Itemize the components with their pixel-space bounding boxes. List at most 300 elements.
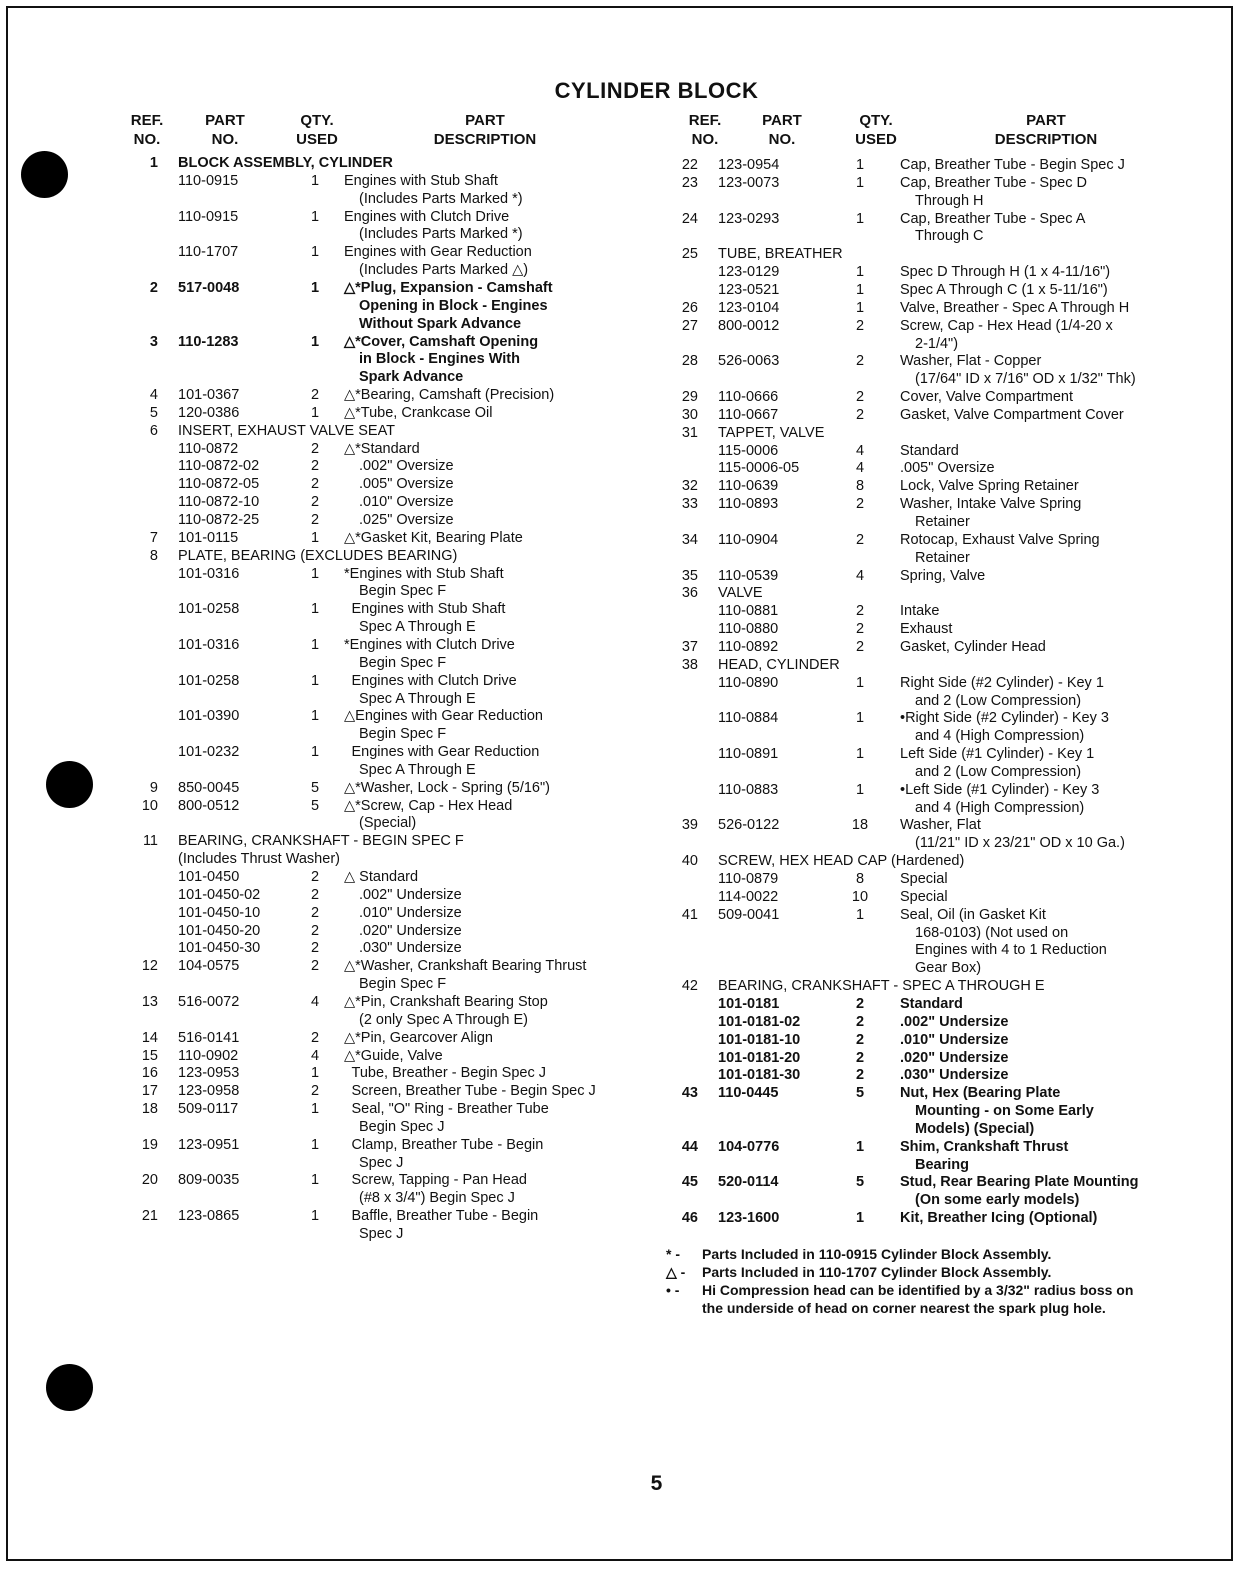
part-number: 110-0539 — [718, 567, 779, 584]
part-number: 101-0390 — [178, 708, 240, 725]
parts-row — [660, 531, 1200, 549]
ref-number: 6 — [149, 422, 158, 439]
part-number: 110-0872-02 — [178, 458, 260, 475]
parts-row — [660, 1031, 1200, 1049]
ref-number: 43 — [681, 1085, 698, 1102]
quantity-used: 2 — [310, 1029, 320, 1046]
part-description: (Includes Parts Marked *) — [359, 226, 523, 243]
parts-row — [120, 600, 640, 618]
part-description: △*Guide, Valve — [344, 1047, 443, 1064]
parts-row — [120, 957, 640, 975]
part-number: 123-0521 — [718, 281, 780, 298]
ref-number: 1 — [149, 155, 158, 171]
part-description: Rotocap, Exhaust Valve Spring — [900, 531, 1100, 548]
part-number: 110-0880 — [718, 621, 779, 638]
part-number: 101-0181-20 — [718, 1049, 801, 1066]
part-description: Engines with Stub Shaft — [351, 601, 506, 618]
part-description: Spec A Through E — [359, 690, 476, 707]
parts-row — [660, 941, 1200, 959]
part-number: 123-0958 — [178, 1083, 240, 1100]
ref-number: 14 — [141, 1029, 158, 1046]
part-number: 809-0035 — [178, 1172, 240, 1189]
part-description: Spring, Valve — [900, 567, 986, 584]
parts-row — [120, 1118, 640, 1136]
parts-row — [120, 261, 640, 279]
quantity-used: 2 — [855, 638, 865, 655]
parts-row — [120, 779, 640, 797]
parts-row — [120, 457, 640, 475]
parts-row — [120, 154, 640, 172]
part-number: 123-0951 — [178, 1136, 240, 1153]
parts-row — [120, 975, 640, 993]
left-header-qty: QTY. USED — [296, 112, 338, 148]
quantity-used: 2 — [855, 1049, 865, 1066]
part-number: 800-0512 — [178, 797, 240, 814]
quantity-used: 1 — [310, 1136, 320, 1153]
part-number: INSERT, EXHAUST VALVE SEAT — [178, 422, 396, 439]
quantity-used: 5 — [310, 779, 320, 796]
part-number: 101-0258 — [178, 601, 240, 618]
part-description: .002" Undersize — [900, 1013, 1009, 1030]
parts-row — [660, 1209, 1200, 1227]
parts-row — [660, 1049, 1200, 1067]
quantity-used: 4 — [855, 460, 865, 477]
parts-row — [660, 852, 1200, 870]
parts-row — [120, 1154, 640, 1172]
part-description: Retainer — [915, 514, 970, 530]
part-number: 101-0181-10 — [718, 1031, 801, 1048]
part-description: Cap, Breather Tube - Begin Spec J — [900, 157, 1125, 173]
part-number: 110-0872-10 — [178, 494, 260, 511]
part-number: 101-0316 — [178, 636, 240, 653]
parts-row — [660, 192, 1200, 210]
parts-row — [120, 690, 640, 708]
part-description: Intake — [900, 603, 940, 620]
parts-row — [120, 1011, 640, 1029]
parts-row — [660, 1084, 1200, 1102]
parts-row — [120, 1047, 640, 1065]
parts-row — [120, 279, 640, 297]
part-description: Through C — [915, 228, 984, 245]
part-number: 101-0181-30 — [718, 1067, 801, 1084]
parts-row — [660, 656, 1200, 674]
part-number: 110-0915 — [178, 172, 239, 189]
part-description: Kit, Breather Icing (Optional) — [900, 1210, 1098, 1227]
parts-row — [660, 1173, 1200, 1191]
quantity-used: 2 — [310, 1083, 320, 1100]
part-number: 509-0041 — [718, 906, 780, 923]
quantity-used: 1 — [310, 244, 320, 261]
part-description: •Left Side (#1 Cylinder) - Key 3 — [900, 781, 1100, 798]
quantity-used: 1 — [855, 906, 865, 923]
parts-row — [660, 210, 1200, 228]
part-number: 110-0891 — [718, 746, 779, 763]
ref-number: 35 — [681, 567, 698, 584]
parts-row — [660, 459, 1200, 477]
ref-number: 34 — [681, 531, 698, 548]
parts-row — [660, 370, 1200, 388]
quantity-used: 1 — [310, 1172, 320, 1189]
part-description: Shim, Crankshaft Thrust — [900, 1138, 1069, 1155]
footnote-text: the underside of head on corner nearest the spark plug hole. — [702, 1300, 1106, 1316]
quantity-used: 1 — [855, 281, 865, 298]
ref-number: 15 — [141, 1047, 158, 1064]
part-number: 800-0012 — [718, 317, 780, 334]
parts-row — [120, 547, 640, 565]
part-description: .010" Undersize — [900, 1031, 1009, 1048]
part-description: Mounting - on Some Early — [915, 1103, 1094, 1120]
quantity-used: 1 — [310, 636, 320, 653]
part-description: Gasket, Valve Compartment Cover — [900, 406, 1124, 423]
parts-row — [660, 1120, 1200, 1138]
parts-row — [660, 745, 1200, 763]
page-number: 5 — [650, 1472, 663, 1495]
part-description: Screen, Breather Tube - Begin Spec J — [351, 1083, 596, 1100]
quantity-used: 2 — [310, 922, 320, 939]
parts-row — [660, 352, 1200, 370]
ref-number: 40 — [681, 853, 698, 870]
part-number: 110-0639 — [718, 478, 779, 495]
part-description: Right Side (#2 Cylinder) - Key 1 — [900, 674, 1104, 691]
part-description: .030" Undersize — [900, 1067, 1009, 1084]
parts-row — [660, 335, 1200, 353]
part-number: 101-0450-30 — [178, 940, 261, 957]
quantity-used: 2 — [855, 1013, 865, 1030]
parts-row — [660, 799, 1200, 817]
parts-row — [120, 1207, 640, 1225]
parts-row — [660, 763, 1200, 781]
part-description: Valve, Breather - Spec A Through H — [900, 299, 1130, 316]
part-description: and 4 (High Compression) — [915, 799, 1085, 816]
right-header-ref: REF. NO. — [688, 112, 722, 148]
part-number: TAPPET, VALVE — [718, 424, 825, 441]
parts-row — [660, 781, 1200, 799]
part-description: △*Bearing, Camshaft (Precision) — [344, 387, 555, 404]
parts-row — [120, 1136, 640, 1154]
part-number: 526-0063 — [718, 353, 780, 370]
quantity-used: 2 — [855, 621, 865, 638]
quantity-used: 2 — [310, 440, 320, 457]
parts-row — [120, 333, 640, 351]
parts-row — [660, 299, 1200, 317]
ref-number: 5 — [149, 404, 158, 421]
parts-row — [660, 906, 1200, 924]
part-description: Tube, Breather - Begin Spec J — [351, 1065, 547, 1082]
part-description: (#8 x 3/4") Begin Spec J — [359, 1190, 515, 1207]
parts-row — [120, 832, 640, 850]
ref-number: 10 — [141, 797, 158, 814]
parts-row — [120, 565, 640, 583]
part-description: Baffle, Breather Tube - Begin — [351, 1208, 539, 1225]
part-number: 101-0181 — [718, 995, 780, 1012]
parts-row — [120, 868, 640, 886]
binder-hole-middle — [46, 761, 93, 808]
part-description: △*Washer, Crankshaft Bearing Thrust — [344, 958, 587, 975]
part-number: 110-0892 — [718, 638, 779, 655]
quantity-used: 1 — [855, 1138, 865, 1155]
quantity-used: 2 — [855, 1031, 865, 1048]
quantity-used: 1 — [310, 1101, 320, 1118]
part-description: .020" Undersize — [359, 922, 462, 939]
quantity-used: 8 — [855, 478, 865, 495]
parts-row — [120, 939, 640, 957]
part-number: 110-0904 — [718, 531, 779, 548]
part-number: VALVE — [718, 585, 763, 602]
parts-row — [660, 513, 1200, 531]
quantity-used: 4 — [310, 1047, 320, 1064]
quantity-used: 2 — [855, 995, 865, 1012]
part-description: and 2 (Low Compression) — [915, 763, 1082, 780]
part-description: Without Spark Advance — [359, 315, 522, 332]
part-description: (2 only Spec A Through E) — [359, 1011, 529, 1028]
parts-row — [120, 1225, 640, 1243]
part-number: 101-0258 — [178, 672, 240, 689]
part-description: Opening in Block - Engines — [359, 297, 548, 314]
part-number: 110-0666 — [718, 389, 779, 406]
quantity-used: 1 — [855, 746, 865, 763]
part-number: 115-0006-05 — [718, 460, 800, 477]
footnote-mark: * - — [666, 1246, 680, 1262]
part-description: and 2 (Low Compression) — [915, 692, 1082, 709]
parts-row — [120, 208, 640, 226]
part-description: Bearing — [915, 1156, 969, 1173]
part-number: 110-0902 — [178, 1047, 239, 1064]
quantity-used: 10 — [851, 888, 869, 905]
part-description: Screw, Cap - Hex Head (1/4-20 x — [900, 317, 1113, 334]
part-number: 123-1600 — [718, 1210, 780, 1227]
part-description: △*Standard — [344, 440, 420, 457]
ref-number: 46 — [681, 1210, 698, 1227]
part-description: Spec J — [359, 1226, 404, 1242]
parts-row — [660, 584, 1200, 602]
parts-row — [120, 386, 640, 404]
part-description: (Includes Parts Marked *) — [359, 190, 523, 207]
part-description: △*Gasket Kit, Bearing Plate — [344, 529, 523, 546]
part-description: Washer, Flat — [900, 817, 981, 834]
part-description: △*Pin, Gearcover Align — [344, 1029, 493, 1046]
parts-row — [120, 761, 640, 779]
quantity-used: 2 — [855, 1067, 865, 1084]
ref-number: 11 — [142, 833, 158, 850]
part-description: Spec A Through C (1 x 5-11/16") — [900, 281, 1108, 298]
footnote-text: Hi Compression head can be identified by a 3/32" radius boss on — [702, 1282, 1134, 1298]
part-description: .020" Undersize — [900, 1049, 1009, 1066]
ref-number: 25 — [681, 246, 698, 263]
quantity-used: 5 — [855, 1174, 865, 1191]
ref-number: 39 — [681, 817, 698, 834]
parts-row — [120, 225, 640, 243]
parts-row — [660, 1138, 1200, 1156]
part-number: 110-0667 — [718, 406, 779, 423]
part-description: (Includes Parts Marked △) — [359, 262, 529, 279]
quantity-used: 18 — [851, 817, 869, 834]
quantity-used: 2 — [310, 476, 320, 493]
quantity-used: 2 — [855, 531, 865, 548]
quantity-used: 4 — [310, 993, 320, 1010]
part-description: Begin Spec J — [359, 1118, 445, 1135]
parts-row — [120, 993, 640, 1011]
quantity-used: 2 — [310, 940, 320, 957]
quantity-used: 2 — [855, 406, 865, 423]
ref-number: 30 — [681, 406, 698, 423]
parts-row — [120, 743, 640, 761]
left-header-part: PART NO. — [205, 112, 245, 148]
part-number: 101-0450 — [178, 869, 240, 885]
parts-row — [120, 440, 640, 458]
part-description: Cap, Breather Tube - Spec D — [900, 174, 1087, 191]
part-description: Begin Spec F — [359, 654, 447, 671]
parts-row — [120, 1100, 640, 1118]
parts-row — [660, 995, 1200, 1013]
part-description: Washer, Flat - Copper — [900, 353, 1042, 370]
parts-row — [660, 317, 1200, 335]
part-number: 123-0293 — [718, 210, 780, 227]
part-description: Spec D Through H (1 x 4-11/16") — [900, 264, 1111, 281]
parts-row — [660, 442, 1200, 460]
parts-row — [120, 672, 640, 690]
quantity-used: 2 — [310, 869, 320, 885]
ref-number: 38 — [681, 656, 698, 673]
ref-number: 19 — [141, 1136, 158, 1153]
quantity-used: 2 — [855, 496, 865, 513]
part-number: SCREW, HEX HEAD CAP (Hardened) — [718, 853, 965, 870]
parts-row — [120, 368, 640, 386]
part-description: △*Pin, Crankshaft Bearing Stop — [344, 993, 548, 1010]
quantity-used: 1 — [310, 208, 320, 225]
part-description: Engines with Gear Reduction — [344, 244, 532, 261]
quantity-used: 1 — [310, 708, 320, 725]
binder-hole-top — [21, 151, 68, 198]
parts-row — [660, 424, 1200, 442]
parts-row — [660, 816, 1200, 834]
part-number: 123-0104 — [718, 299, 780, 316]
part-description: Spec A Through E — [359, 761, 476, 778]
quantity-used: 2 — [310, 904, 320, 921]
part-description: *Engines with Stub Shaft — [344, 565, 504, 582]
part-number: 110-0915 — [178, 208, 239, 225]
part-description: Seal, "O" Ring - Breather Tube — [351, 1101, 549, 1118]
quantity-used: 1 — [310, 172, 320, 189]
ref-number: 41 — [681, 906, 698, 923]
quantity-used: 5 — [310, 797, 320, 814]
parts-row — [660, 227, 1200, 245]
part-description: (On some early models) — [915, 1192, 1080, 1209]
part-description: Standard — [900, 995, 963, 1012]
ref-number: 28 — [681, 353, 698, 370]
ref-number: 21 — [141, 1208, 158, 1225]
footnote-text: Parts Included in 110-1707 Cylinder Block Assembly. — [702, 1264, 1052, 1280]
part-description: in Block - Engines With — [359, 351, 520, 368]
part-number: 110-0879 — [718, 871, 779, 887]
quantity-used: 2 — [310, 458, 320, 475]
part-description: Standard — [900, 442, 959, 459]
part-description: .002" Undersize — [359, 886, 462, 903]
quantity-used: 1 — [310, 672, 320, 689]
part-number: 123-0953 — [178, 1065, 240, 1082]
part-number: BEARING, CRANKSHAFT - SPEC A THROUGH E — [718, 978, 1045, 995]
parts-row — [660, 674, 1200, 692]
parts-row — [660, 709, 1200, 727]
part-number: 110-0872-25 — [178, 512, 260, 528]
ref-number: 13 — [141, 993, 158, 1010]
part-number: 114-0022 — [718, 888, 779, 905]
quantity-used: 8 — [855, 871, 865, 887]
parts-row — [120, 582, 640, 600]
part-number: 110-0890 — [718, 674, 779, 691]
parts-row — [660, 156, 1200, 174]
parts-row — [120, 350, 640, 368]
ref-number: 7 — [149, 529, 158, 546]
ref-number: 2 — [149, 279, 158, 296]
part-description: Spec A Through E — [359, 619, 476, 636]
part-description: Engines with Clutch Drive — [351, 672, 517, 689]
ref-number: 22 — [681, 157, 698, 173]
parts-row — [660, 1191, 1200, 1209]
part-number: 120-0386 — [178, 404, 240, 421]
parts-row — [660, 406, 1200, 424]
parts-row — [660, 602, 1200, 620]
part-description: .025" Oversize — [359, 512, 454, 528]
part-number: 115-0006 — [718, 442, 779, 459]
ref-number: 27 — [681, 317, 698, 334]
part-number: 101-0115 — [178, 529, 239, 546]
left-header-ref: REF. NO. — [130, 112, 164, 148]
part-number: 104-0575 — [178, 958, 240, 975]
ref-number: 45 — [681, 1174, 698, 1191]
part-description: △*Cover, Camshaft Opening — [344, 333, 539, 350]
parts-row — [120, 725, 640, 743]
ref-number: 3 — [149, 333, 158, 350]
part-number: 101-0450-10 — [178, 904, 261, 921]
parts-row — [660, 1102, 1200, 1120]
right-header-desc: PART DESCRIPTION — [994, 112, 1098, 148]
ref-number: 24 — [681, 210, 698, 227]
part-description: Engines with Gear Reduction — [351, 744, 540, 761]
part-number: 516-0141 — [178, 1029, 240, 1046]
parts-row — [120, 422, 640, 440]
part-description: Spec J — [359, 1154, 404, 1171]
part-number: BEARING, CRANKSHAFT - BEGIN SPEC F — [178, 833, 464, 850]
part-description: Cap, Breather Tube - Spec A — [900, 210, 1086, 227]
footnote-mark: • - — [666, 1282, 680, 1298]
ref-number: 31 — [681, 424, 698, 441]
part-description: Seal, Oil (in Gasket Kit — [900, 906, 1046, 923]
part-description: Spark Advance — [359, 369, 464, 386]
ref-number: 42 — [681, 978, 698, 995]
part-description: Engines with Clutch Drive — [344, 208, 510, 225]
parts-row — [660, 477, 1200, 495]
part-description: Nut, Hex (Bearing Plate — [900, 1085, 1061, 1102]
binder-hole-bottom — [46, 1364, 93, 1411]
parts-row — [660, 281, 1200, 299]
page-title: CYLINDER BLOCK — [554, 78, 759, 103]
part-description: △Engines with Gear Reduction — [344, 708, 543, 725]
part-number: HEAD, CYLINDER — [718, 656, 840, 673]
part-number: 110-0893 — [718, 496, 779, 513]
part-description: △ Standard — [344, 869, 419, 885]
quantity-used: 1 — [855, 210, 865, 227]
quantity-used: 1 — [310, 279, 320, 296]
part-number: 516-0072 — [178, 993, 240, 1010]
part-description: (11/21" ID x 23/21" OD x 10 Ga.) — [915, 835, 1125, 852]
quantity-used: 2 — [310, 494, 320, 511]
quantity-used: 1 — [310, 601, 320, 618]
part-number: 101-0232 — [178, 744, 240, 761]
parts-row — [120, 922, 640, 940]
part-number: 110-0881 — [718, 603, 779, 620]
part-number: 123-0073 — [718, 174, 780, 191]
parts-row — [120, 1189, 640, 1207]
